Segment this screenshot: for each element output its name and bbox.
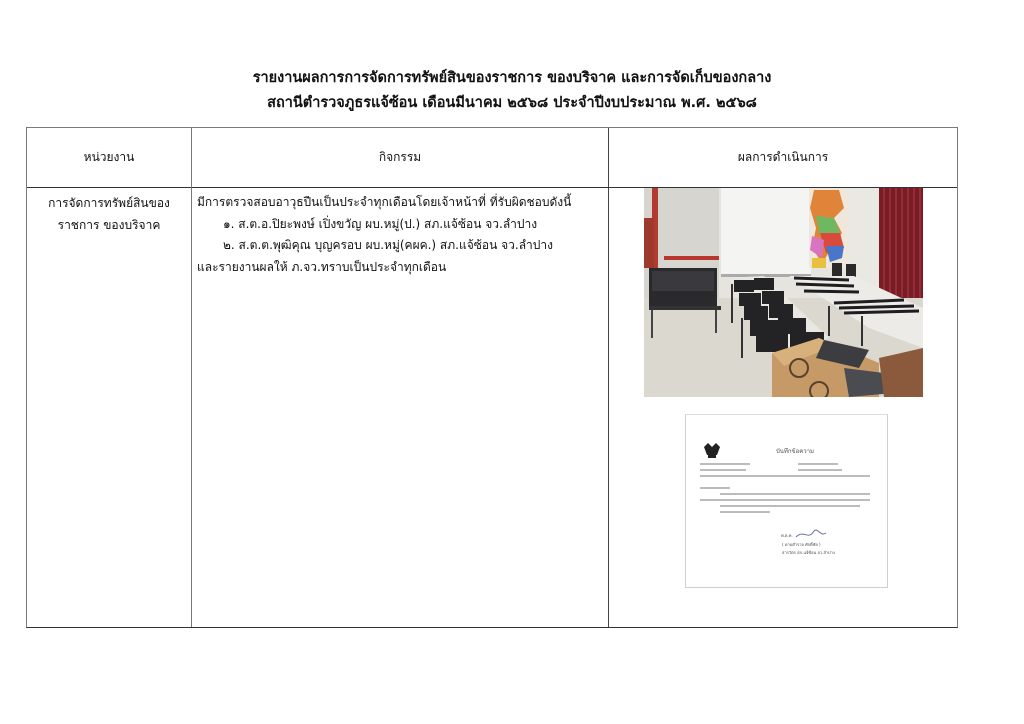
report-title-line-1: รายงานผลการการจัดการทรัพย์สินของราชการ ของบริจาค และการจัดเก็บของกลาง — [252, 70, 772, 86]
header-unit: หน่วยงาน — [83, 150, 135, 164]
report-table — [26, 127, 958, 628]
column-divider-2 — [608, 128, 609, 627]
activity-cell — [197, 192, 605, 278]
firearms-photo — [644, 188, 923, 397]
report-title-line-2: สถานีตำรวจภูธรแจ้ซ้อน เดือนมีนาคม ๒๕๖๘ ประจำปีงบประมาณ พ.ศ. ๒๕๖๘ — [267, 95, 757, 111]
unit-line-2: ราชการ ของบริจาค — [57, 218, 161, 232]
svg-text:พ.ต.ท.: พ.ต.ท. — [781, 533, 793, 538]
svg-text:( ดาบตำรวจ ศักดิ์ชัย ): ( ดาบตำรวจ ศักดิ์ชัย ) — [782, 542, 821, 547]
unit-cell — [27, 192, 191, 236]
unit-line-1: การจัดการทรัพย์สินของ — [48, 196, 170, 210]
header-activity: กิจกรรม — [378, 150, 422, 164]
activity-intro: มีการตรวจสอบอาวุธปืนเป็นประจำทุกเดือนโดยเจ้าหน้าที่ ที่รับผิดชอบดังนี้ — [197, 195, 572, 209]
memo-document-image — [685, 414, 888, 588]
activity-closing: และรายงานผลให้ ภ.จว.ทราบเป็นประจำทุกเดือน — [197, 259, 447, 274]
activity-item-1: ๑. ส.ต.อ.ปิยะพงษ์ เปิ่งขวัญ ผบ.หมู่(ป.) สภ.แจ้ซ้อน จว.ลำปาง — [223, 216, 538, 231]
header-results: ผลการดำเนินการ — [737, 150, 829, 164]
memo-heading: บันทึกข้อความ — [776, 448, 814, 455]
column-divider-1 — [191, 128, 192, 627]
activity-item-2: ๒. ส.ต.ต.พุฒิคุณ บุญครอบ ผบ.หมู่(คผค.) สภ.แจ้ซ้อน จว.ลำปาง — [223, 238, 554, 252]
svg-text:สารวัตร สภ.แจ้ซ้อน จว.ลำปาง: สารวัตร สภ.แจ้ซ้อน จว.ลำปาง — [782, 550, 835, 555]
